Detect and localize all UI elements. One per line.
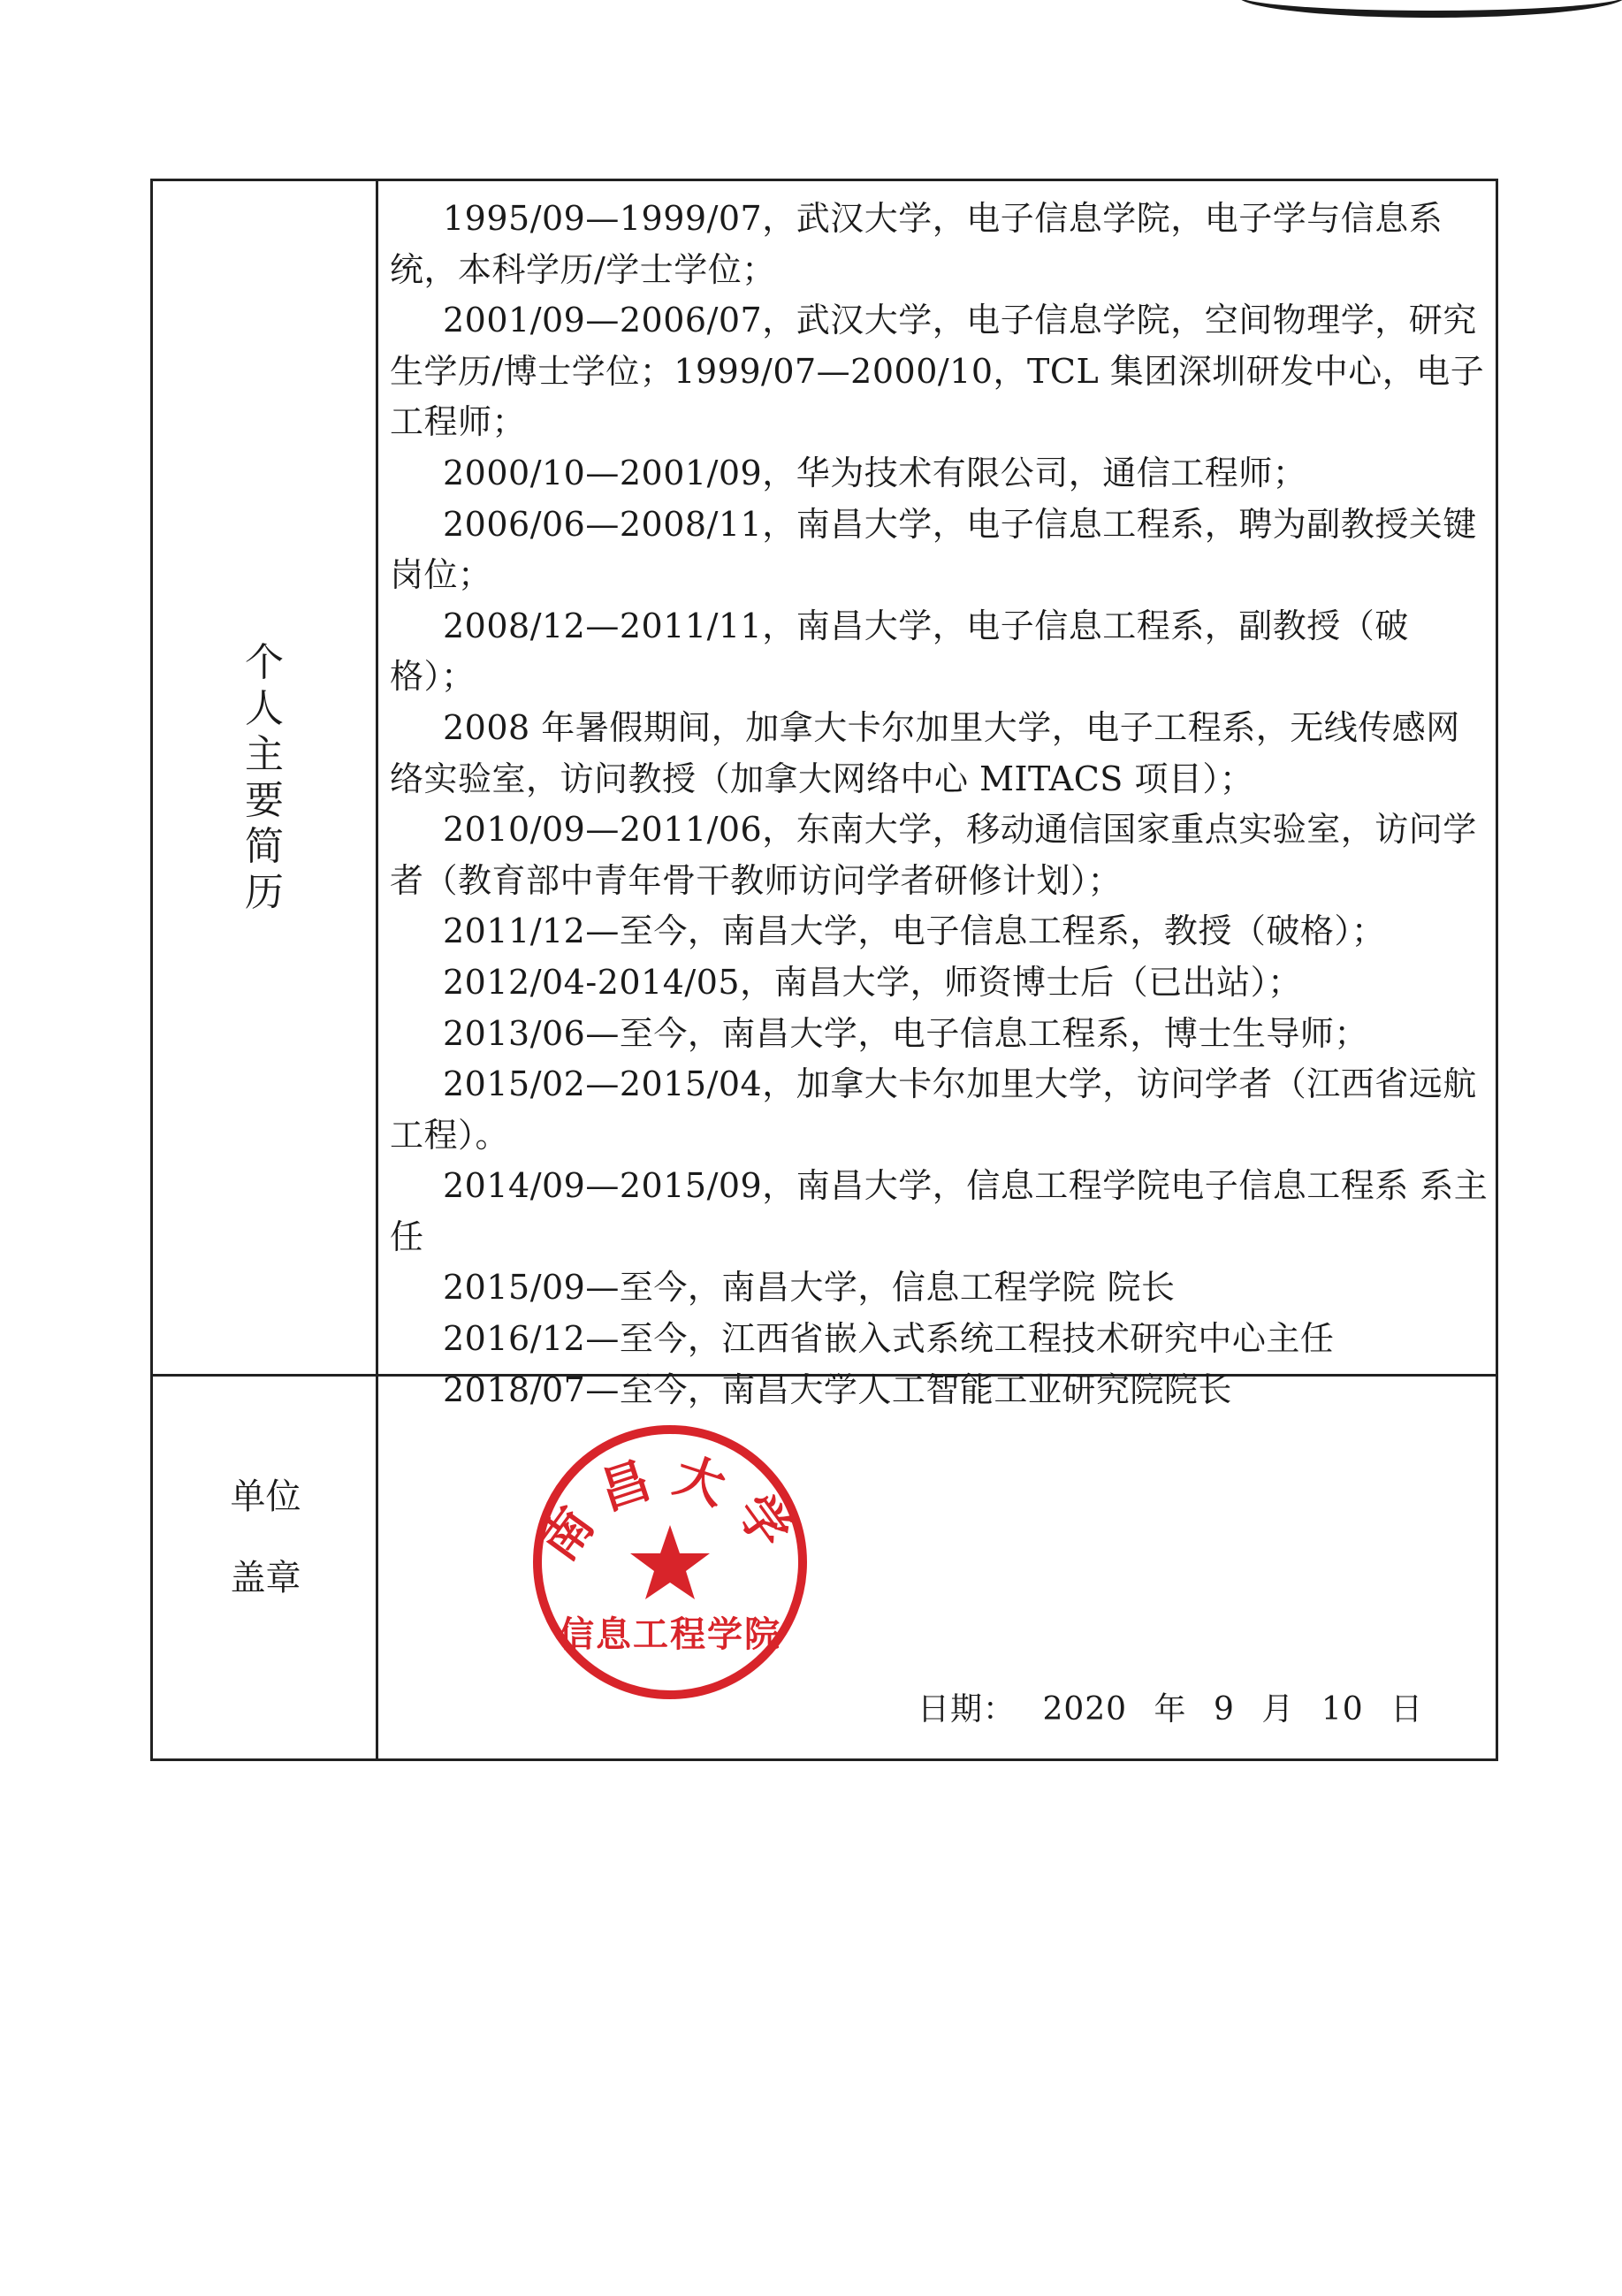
- date-label: 日期：: [918, 1691, 1017, 1728]
- resume-entry: 2012/04-2014/05，南昌大学，师资博士后（已出站）；: [443, 962, 1302, 1002]
- resume-form-table: [150, 179, 1498, 1761]
- seal-label: [153, 1456, 378, 1619]
- resume-entry: 2001/09—2006/07，武汉大学，电子信息学院，空间物理学，研究生学历/博士学位；1999/07—2000/10，TCL 集团深圳研发中心，电子工程师；: [390, 301, 1485, 442]
- resume-label-cell: [153, 181, 378, 1374]
- resume-entry: 2010/09—2011/06，东南大学，移动通信国家重点实验室，访问学者（教育部中青年骨干教师访问学者研修计划）；: [390, 810, 1477, 900]
- date-year: 2020: [1042, 1691, 1128, 1728]
- resume-entry: 2016/12—至今，江西省嵌入式系统工程技术研究中心主任: [443, 1319, 1335, 1359]
- seal-label-line2: 盖章: [230, 1558, 301, 1598]
- resume-entry: 2006/06—2008/11，南昌大学，电子信息工程系，聘为副教授关键岗位；: [390, 504, 1477, 595]
- resume-row: [153, 181, 1496, 1409]
- resume-entry: 2013/06—至今，南昌大学，电子信息工程系，博士生导师；: [443, 1013, 1368, 1053]
- seal-label-cell: [153, 1377, 378, 1761]
- resume-entry: 2000/10—2001/09，华为技术有限公司，通信工程师；: [443, 453, 1307, 492]
- top-edge-mark: [1237, 0, 1622, 18]
- seal-top-textpath: 南昌大学: [529, 1446, 811, 1572]
- resume-entry: 2014/09—2015/09，南昌大学，信息工程学院电子信息工程系 系主任: [390, 1166, 1489, 1256]
- resume-label: 个人主要简历: [245, 639, 284, 915]
- resume-content: [390, 194, 1490, 1415]
- date-month-unit: 月: [1261, 1691, 1295, 1728]
- date-day-unit: 日: [1390, 1691, 1424, 1728]
- seal-row: [153, 1377, 1496, 1761]
- seal-bottom-text: 信息工程学院: [559, 1614, 781, 1655]
- resume-entry: 1995/09—1999/07，武汉大学，电子信息学院，电子学与信息系统，本科学历/学士学位；: [390, 199, 1443, 289]
- resume-entry: 2015/09—至今，南昌大学，信息工程学院 院长: [443, 1268, 1176, 1308]
- date-month: 9: [1214, 1691, 1235, 1728]
- date-year-unit: 年: [1154, 1691, 1187, 1728]
- seal-star-icon: [630, 1525, 710, 1599]
- date-line: [918, 1684, 1439, 1729]
- resume-entry: 2008 年暑假期间，加拿大卡尔加里大学，电子工程系，无线传感网络实验室，访问教授（加拿大网络中心 MITACS 项目）；: [390, 707, 1460, 798]
- resume-entry: 2008/12—2011/11，南昌大学，电子信息工程系，副教授（破格）；: [390, 606, 1409, 697]
- seal-label-line1: 单位: [230, 1476, 301, 1517]
- resume-entry: 2015/02—2015/04，加拿大卡尔加里大学，访问学者（江西省远航工程）。: [390, 1064, 1477, 1155]
- date-day: 10: [1321, 1691, 1364, 1728]
- resume-entry: 2011/12—至今，南昌大学，电子信息工程系，教授（破格）；: [443, 912, 1386, 951]
- official-seal-stamp: [529, 1421, 811, 1704]
- resume-entry: 2018/07—至今，南昌大学人工智能工业研究院院长: [443, 1369, 1232, 1409]
